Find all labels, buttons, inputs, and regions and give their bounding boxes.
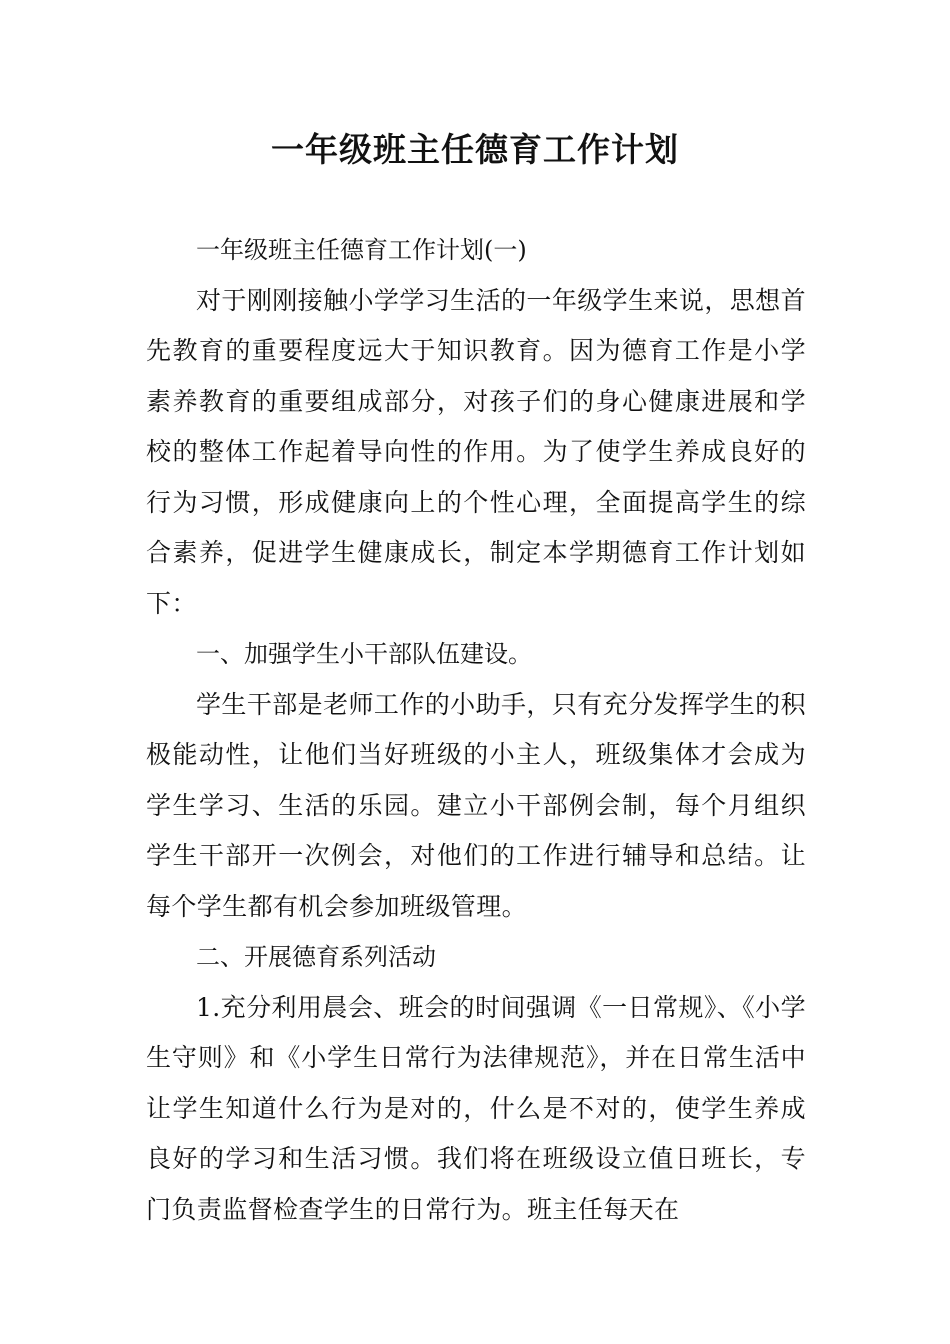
intro-paragraph: 对于刚刚接触小学学习生活的一年级学生来说，思想首先教育的重要程度远大于知识教育。因为德育工作是小学素养教育的重要组成部分，对孩子们的身心健康进展和学校的整体工作起着导向性的作用。为了使学生养成良好的行为习惯，形成健康向上的个性心理，全面提高学生的综合素养，促进学生健康成长，制定本学期德育工作计划如下： xyxy=(146,285,806,618)
section-2-heading: 二、开展德育系列活动 xyxy=(196,943,436,971)
subtitle: 一年级班主任德育工作计划(一) xyxy=(196,236,527,264)
section-1-heading: 一、加强学生小干部队伍建设。 xyxy=(196,640,532,668)
section-2-item-1: 1.充分利用晨会、班会的时间强调《一日常规》、《小学生守则》和《小学生日常行为法律规范》，并在日常生活中让学生知道什么行为是对的，什么是不对的，使学生养成良好的学习和生活习惯。我们将在班级设立值日班长，专门负责监督检查学生的日常行为。班主任每天在 xyxy=(146,992,806,1224)
document-body xyxy=(146,225,806,1235)
document-title: 一年级班主任德育工作计划 xyxy=(271,130,679,169)
section-1-paragraph: 学生干部是老师工作的小助手，只有充分发挥学生的积极能动性，让他们当好班级的小主人，班级集体才会成为学生学习、生活的乐园。建立小干部例会制，每个月组织学生干部开一次例会，对他们的工作进行辅导和总结。让每个学生都有机会参加班级管理。 xyxy=(146,689,806,921)
